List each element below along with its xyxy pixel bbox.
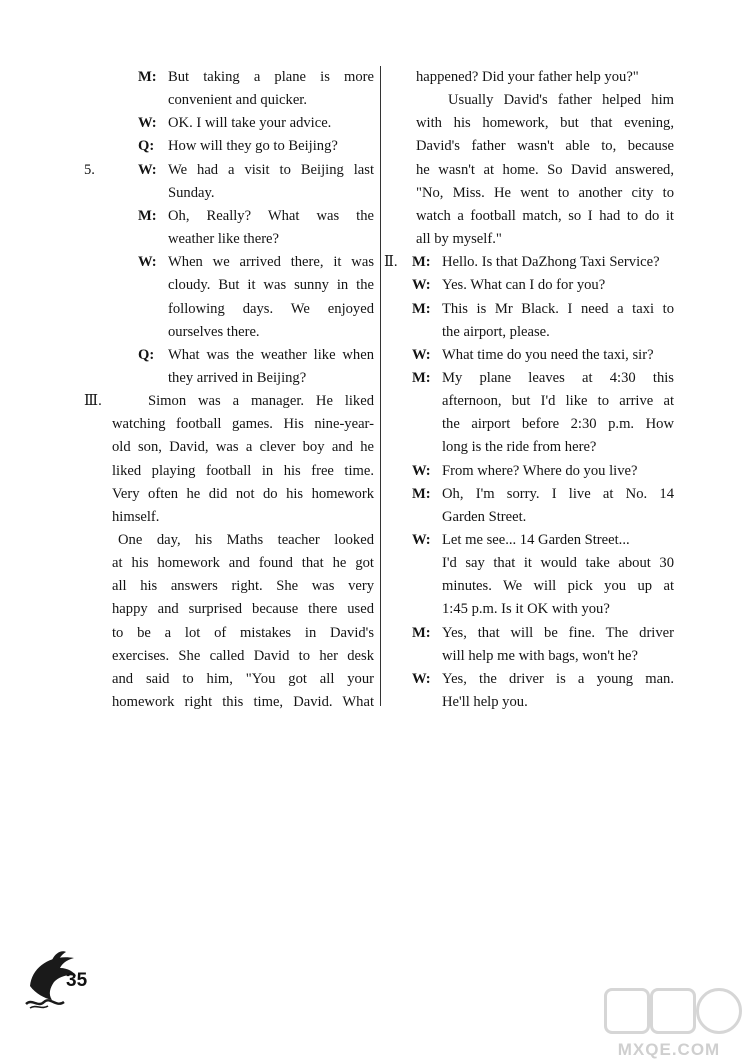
speaker-label: M:	[412, 624, 431, 641]
speaker-label: W:	[138, 161, 157, 178]
speaker-label: Q:	[138, 346, 155, 363]
watermark-box-icon	[604, 988, 650, 1034]
text-line	[112, 135, 374, 158]
text-line	[386, 575, 674, 598]
line-text: to be a lot of mistakes in David's	[112, 624, 374, 641]
text-line	[386, 298, 674, 321]
line-text: watching football games. His nine-year-	[112, 416, 374, 433]
speaker-label: M:	[138, 69, 157, 85]
line-text: Usually David's father helped him	[448, 92, 674, 109]
text-line	[112, 460, 374, 483]
item-number: Ⅱ.	[384, 254, 398, 271]
line-text: with his homework, but that evening,	[416, 115, 674, 132]
line-text: he wasn't at home. So David answered,	[416, 161, 674, 178]
item-number: Ⅲ.	[84, 393, 102, 410]
line-text: watch a football match, so I had to do it	[416, 207, 674, 224]
text-line	[112, 274, 374, 297]
text-line	[112, 367, 374, 390]
line-text: Yes. What can I do for you?	[442, 277, 606, 294]
text-line	[386, 89, 674, 112]
text-line	[112, 66, 374, 89]
speaker-label: W:	[138, 254, 157, 271]
text-line	[112, 112, 374, 135]
speaker-label: M:	[138, 207, 157, 224]
watermark-circle-icon	[696, 988, 742, 1034]
text-line	[112, 89, 374, 112]
text-line	[112, 413, 374, 436]
line-text: Garden Street.	[442, 508, 527, 525]
line-text: Simon was a manager. He liked	[148, 393, 374, 410]
line-text: Hello. Is that DaZhong Taxi Service?	[442, 254, 660, 271]
text-line	[112, 483, 374, 506]
text-line	[386, 506, 674, 529]
speaker-label: W:	[412, 670, 431, 687]
line-text: convenient and quicker.	[168, 92, 307, 109]
line-text: himself.	[112, 508, 160, 525]
text-line	[386, 529, 674, 552]
line-text: What time do you need the taxi, sir?	[442, 346, 654, 363]
text-line	[386, 552, 674, 575]
text-line	[386, 182, 674, 205]
text-line	[112, 552, 374, 575]
text-line	[112, 575, 374, 598]
text-line	[386, 483, 674, 506]
watermark	[594, 988, 744, 1060]
text-line	[386, 112, 674, 135]
column-divider	[380, 66, 381, 706]
text-line	[112, 182, 374, 205]
text-line	[112, 598, 374, 621]
text-line	[386, 668, 674, 691]
line-text: We had a visit to Beijing last	[168, 161, 374, 178]
line-text: they arrived in Beijing?	[168, 369, 307, 386]
text-line	[112, 251, 374, 274]
line-text: My plane leaves at 4:30 this	[442, 369, 674, 386]
text-line	[112, 691, 374, 714]
text-line	[112, 506, 374, 529]
line-text: "No, Miss. He went to another city to	[416, 184, 674, 201]
text-line	[112, 529, 374, 552]
text-line	[386, 367, 674, 390]
line-text: cloudy. But it was sunny in the	[168, 277, 374, 294]
line-text: This is Mr Black. I need a taxi to	[442, 300, 674, 317]
speaker-label: M:	[412, 300, 431, 317]
text-line	[112, 228, 374, 251]
text-line	[84, 159, 374, 182]
line-text: Very often he did not do his homework	[112, 485, 374, 502]
line-text: all by myself."	[416, 231, 502, 248]
line-text: Oh, I'm sorry. I live at No. 14	[442, 485, 674, 502]
speaker-label: W:	[412, 532, 431, 548]
text-line	[84, 390, 374, 413]
watermark-box-icon	[650, 988, 696, 1034]
line-text: the airport, please.	[442, 323, 550, 340]
text-line	[386, 413, 674, 436]
line-text: following days. We enjoyed	[168, 300, 374, 317]
text-line	[386, 436, 674, 459]
line-text: afternoon, but I'd like to arrive at	[442, 393, 674, 410]
text-line	[386, 159, 674, 182]
line-text: homework right this time, David. What	[112, 694, 374, 711]
text-line	[386, 645, 674, 668]
line-text: weather like there?	[168, 231, 280, 248]
speaker-label: W:	[412, 277, 431, 294]
line-text: David's father wasn't able to, because	[416, 138, 674, 155]
text-line	[112, 298, 374, 321]
line-text: Sunday.	[168, 184, 215, 201]
speaker-label: M:	[412, 369, 431, 386]
item-number: 5.	[84, 161, 95, 178]
text-line	[386, 135, 674, 158]
line-text: How will they go to Beijing?	[168, 138, 338, 155]
text-line	[386, 251, 674, 274]
line-text: One day, his Maths teacher looked	[118, 532, 374, 548]
line-text: and said to him, "You got all your	[112, 670, 374, 687]
text-line	[386, 321, 674, 344]
line-text: at his homework and found that he got	[112, 555, 374, 572]
text-line	[386, 274, 674, 297]
line-text: Yes, that will be fine. The driver	[442, 624, 674, 641]
line-text: From where? Where do you live?	[442, 462, 638, 479]
speaker-label: W:	[138, 115, 157, 132]
text-line	[386, 228, 674, 251]
speaker-label: M:	[412, 485, 431, 502]
speaker-label: W:	[412, 462, 431, 479]
line-text: exercises. She called David to her desk	[112, 647, 374, 664]
line-text: When we arrived there, it was	[168, 254, 374, 271]
text-line	[386, 622, 674, 645]
speaker-label: M:	[412, 254, 431, 271]
text-line	[386, 598, 674, 621]
line-text: happy and surprised because there used	[112, 601, 374, 618]
text-line	[386, 691, 674, 714]
line-text: Let me see... 14 Garden Street...	[442, 532, 630, 548]
text-line	[112, 344, 374, 367]
text-line	[112, 321, 374, 344]
text-line	[386, 460, 674, 483]
text-line	[386, 344, 674, 367]
page-number: 35	[66, 970, 88, 991]
line-text: long is the ride from here?	[442, 439, 597, 456]
line-text: happened? Did your father help you?"	[416, 69, 639, 85]
line-text: OK. I will take your advice.	[168, 115, 332, 132]
text-line	[112, 645, 374, 668]
line-text: liked playing football in his free time.	[112, 462, 374, 479]
text-line	[386, 66, 674, 89]
speaker-label: Q:	[138, 138, 155, 155]
text-line	[386, 205, 674, 228]
text-line	[112, 205, 374, 228]
line-text: But taking a plane is more	[168, 69, 374, 85]
speaker-label: W:	[412, 346, 431, 363]
line-text: Oh, Really? What was the	[168, 207, 374, 224]
line-text: He'll help you.	[442, 694, 528, 711]
line-text: 1:45 p.m. Is it OK with you?	[442, 601, 610, 618]
line-text: will help me with bags, won't he?	[442, 647, 638, 664]
line-text: the airport before 2:30 p.m. How	[442, 416, 674, 433]
line-text: I'd say that it would take about 30	[442, 555, 674, 572]
line-text: minutes. We will pick you up at	[442, 578, 674, 595]
watermark-text: MXQE.COM	[617, 1040, 721, 1059]
line-text: ourselves there.	[168, 323, 260, 340]
line-text: Yes, the driver is a young man.	[442, 670, 674, 687]
text-line	[112, 436, 374, 459]
text-line	[112, 668, 374, 691]
text-line	[112, 622, 374, 645]
line-text: What was the weather like when	[168, 346, 374, 363]
text-line	[386, 390, 674, 413]
line-text: old son, David, was a clever boy and he	[112, 439, 374, 456]
line-text: all his answers right. She was very	[112, 578, 374, 595]
